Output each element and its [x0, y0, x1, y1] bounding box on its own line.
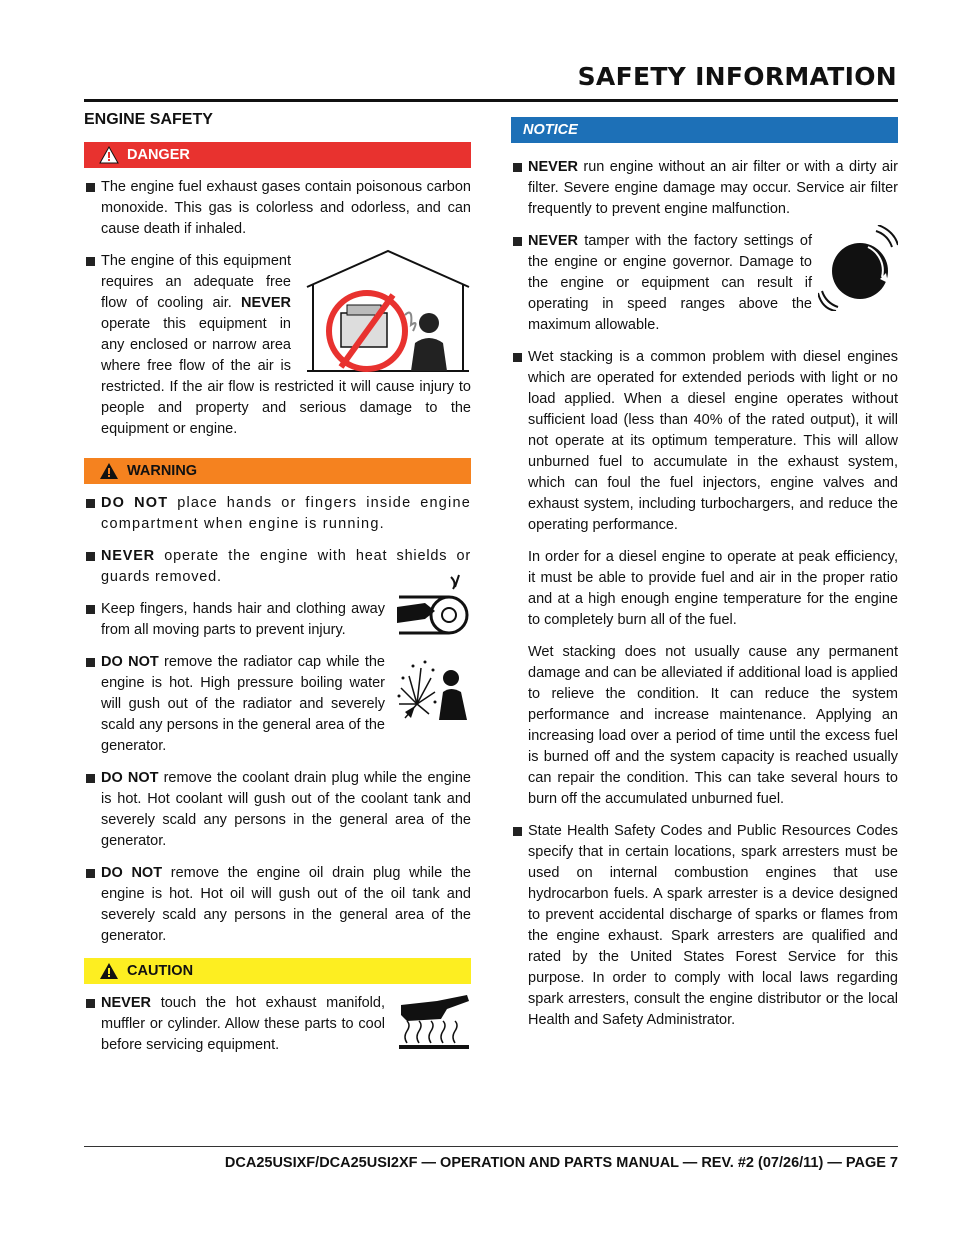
paragraph: Wet stacking does not usually cause any permanent damage and can be alleviated if additional load is applied to relieve the condition. It can reduce the system performance and increase maintenance. Applying an increasing load over a period of time until the excess fuel is burned off and the system capacity is reached usually can repair the condition. This can take several hours to burn off the accumulated unburned fuel. [528, 644, 898, 807]
danger-label: DANGER [127, 147, 190, 163]
warning-banner [84, 458, 471, 484]
bullet-icon [513, 163, 522, 172]
bullet-icon [86, 774, 95, 783]
list-item: NEVER operate the engine with heat shields or guards removed. [84, 546, 471, 588]
page-footer: DCA25USIXF/DCA25USI2XF — OPERATION AND PARTS MANUAL — REV. #2 (07/26/11) — PAGE 7 [224, 1155, 898, 1171]
list-item: DO NOT remove the radiator cap while the engine is hot. High pressure boiling water will gush out of the radiator and severely scald any persons in the general area of the generator. [84, 652, 471, 757]
list-item: NEVER tamper with the factory settings of the engine or engine governor. Damage to the engine or equipment can result if operating in speed ranges above the maximum allowable. [511, 231, 898, 336]
list-item: Wet stacking is a common problem with diesel engines which are operated for extended periods with light or no load applied. When a diesel engine operates without sufficient load (less than 40% of the rated output), it will not operate at its optimum temperature. This will allow unburned fuel to accumulate in the exhaust system, which can foul the fuel injectors, engine valves and exhaust system, including turbochargers, and reduce the operating performance. [511, 347, 898, 536]
bullet-icon [513, 827, 522, 836]
notice-label: NOTICE [523, 122, 578, 138]
list-item: DO NOT remove the coolant drain plug while the engine is hot. Hot coolant will gush out of the coolant tank and severely scald any persons in the general area of the generator. [84, 768, 471, 852]
list-item: Keep fingers, hands hair and clothing away from all moving parts to prevent injury. [84, 599, 471, 641]
bullet-icon [513, 353, 522, 362]
danger-banner [84, 142, 471, 168]
bullet-icon [86, 658, 95, 667]
paragraph: In order for a diesel engine to operate at peak efficiency, it must be able to provide fuel and air in the proper ratio and at a high enough engine temperature for the engine to completely burn all of the fuel. [528, 549, 898, 628]
bullet-icon [86, 183, 95, 192]
moving-parts-hazard-icon [395, 573, 471, 643]
list-item: The engine of this equipment requires an adequate free flow of cooling air. NEVER operate this equipment in any enclosed or narrow area where free flow of the air is restricted. If the air flow is restricted it will cause injury to people and property and serious damage to the equipment or engine. [84, 251, 471, 440]
list-item: NEVER touch the hot exhaust manifold, muffler or cylinder. Allow these parts to cool before servicing equipment. [84, 993, 471, 1056]
warning-triangle-icon [99, 962, 119, 980]
caution-label: CAUTION [127, 963, 194, 979]
warning-triangle-icon [99, 146, 119, 164]
section-heading: ENGINE SAFETY [84, 111, 213, 128]
left-column [84, 108, 471, 1067]
bullet-icon [86, 999, 95, 1008]
list-item: State Health Safety Codes and Public Resources Codes specify that in certain locations, spark arresters must be used on internal combustion engines that use hydrocarbon fuels. A spark arrester is a device designed to prevent accidental discharge of sparks or flames from the engine exhaust. Spark arresters are qualified and rated by the United States Forest Service for this purpose. In order to comply with local laws regarding spark arresters, consult the engine distributor or the local Health and Safety Administrator. [511, 821, 898, 1031]
bullet-icon [86, 499, 95, 508]
hot-surface-hazard-icon [397, 991, 471, 1053]
bullet-icon [86, 869, 95, 878]
bullet-icon [86, 605, 95, 614]
list-item: NEVER run engine without an air filter or with a dirty air filter. Severe engine damage may occur. Service air filter frequently to prevent engine malfunction. [511, 157, 898, 220]
bullet-icon [86, 257, 95, 266]
bullet-icon [513, 237, 522, 246]
warning-label: WARNING [127, 463, 198, 479]
caution-banner [84, 958, 471, 984]
warning-triangle-icon [99, 462, 119, 480]
list-item: The engine fuel exhaust gases contain poisonous carbon monoxide. This gas is colorless and odorless, and can cause death if inhaled. [84, 177, 471, 240]
scalding-water-hazard-icon [395, 648, 471, 728]
engine-governor-icon [818, 225, 898, 311]
list-item: DO NOT place hands or fingers inside engine compartment when engine is running. [84, 493, 471, 535]
page-title: SAFETY INFORMATION [577, 62, 897, 91]
enclosed-area-hazard-icon [301, 247, 471, 375]
bullet-icon [86, 552, 95, 561]
footer-rule [84, 1146, 898, 1147]
list-item: DO NOT remove the engine oil drain plug while the engine is hot. Hot oil will gush out of the oil tank and severely scald any persons in the general area of the generator. [84, 863, 471, 947]
title-rule [84, 99, 898, 102]
notice-banner [511, 117, 898, 143]
right-column [511, 108, 898, 1042]
